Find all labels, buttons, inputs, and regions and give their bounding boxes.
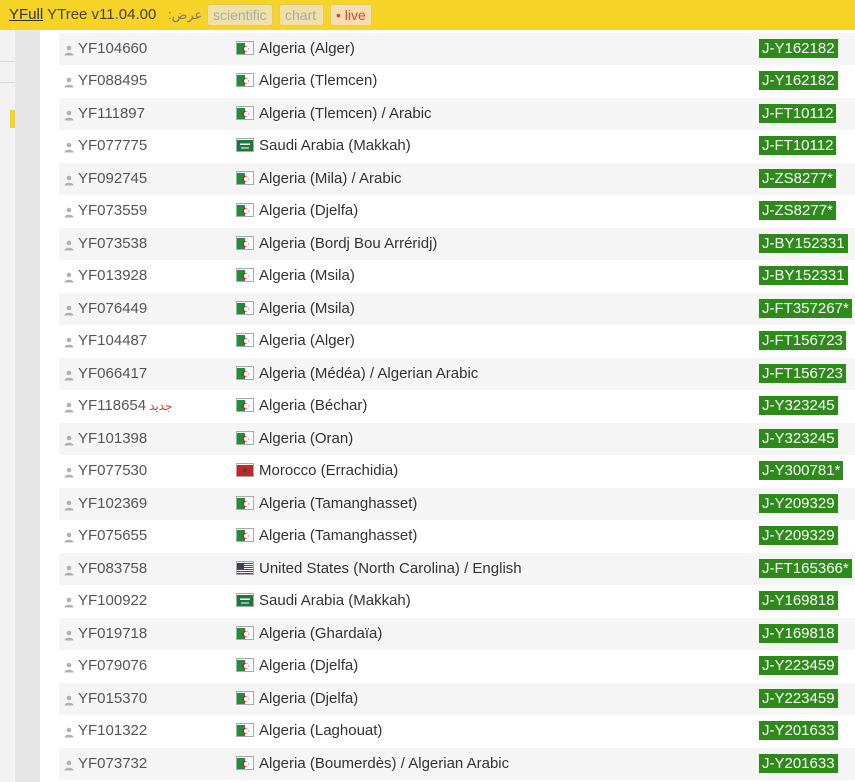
clade-badge[interactable]: J-FT156723	[759, 364, 846, 383]
clade-badge[interactable]: J-Y223459	[759, 656, 838, 675]
sample-id[interactable]: YF073538	[78, 234, 148, 252]
list-item[interactable]	[59, 33, 855, 65]
algeria-flag-icon	[236, 496, 254, 510]
sample-id[interactable]: YF104487	[78, 332, 148, 349]
person-icon	[64, 660, 74, 671]
location-label: Algeria (Tamanghasset)	[259, 527, 418, 544]
list-item[interactable]	[59, 650, 855, 682]
list-item[interactable]	[59, 293, 855, 325]
sample-id[interactable]: YF013928	[78, 267, 148, 284]
location-label: Algeria (Bordj Bou Arréridj)	[259, 234, 438, 252]
saudi-flag-icon	[236, 593, 254, 607]
sample-id[interactable]: YF111897	[78, 104, 145, 122]
person-icon	[64, 725, 74, 736]
algeria-flag-icon	[236, 171, 254, 185]
person-icon	[64, 400, 74, 411]
app-title	[9, 6, 156, 23]
usa-flag-icon	[236, 561, 254, 575]
algeria-flag-icon	[236, 73, 254, 87]
location-label: Algeria (Tlemcen) / Arabic	[259, 104, 432, 122]
left-panel-edge	[0, 30, 15, 782]
location-label: Algeria (Tamanghasset)	[259, 494, 418, 512]
clade-badge[interactable]: J-FT165366*	[759, 559, 852, 578]
list-item[interactable]	[59, 228, 855, 260]
list-item[interactable]	[59, 390, 855, 422]
algeria-flag-icon	[236, 236, 254, 250]
list-item[interactable]	[59, 618, 855, 650]
algeria-flag-icon	[236, 268, 254, 282]
person-icon	[64, 498, 74, 509]
person-icon	[64, 43, 74, 54]
ytree-version: YTree v11.04.00	[47, 6, 157, 23]
person-icon	[64, 238, 74, 249]
person-icon	[64, 108, 74, 119]
sample-id[interactable]: YF073732	[78, 754, 148, 772]
person-icon	[64, 173, 74, 184]
person-icon	[64, 465, 74, 476]
algeria-flag-icon	[236, 626, 254, 640]
left-divider	[0, 82, 15, 83]
person-icon	[64, 758, 74, 769]
morocco-flag-icon	[236, 463, 254, 477]
list-item[interactable]	[59, 130, 855, 162]
clade-badge[interactable]: J-Y169818	[759, 591, 838, 610]
clade-badge[interactable]: J-Y169818	[759, 624, 838, 643]
algeria-flag-icon	[236, 691, 254, 705]
clade-badge[interactable]: J-Y209329	[759, 494, 838, 513]
person-icon	[64, 530, 74, 541]
list-item[interactable]	[59, 163, 855, 195]
person-icon	[64, 563, 74, 574]
algeria-flag-icon	[236, 301, 254, 315]
clade-badge[interactable]: J-FT10112	[759, 104, 836, 123]
list-item[interactable]	[59, 488, 855, 520]
saudi-flag-icon	[236, 138, 254, 152]
person-icon	[64, 335, 74, 346]
clade-badge[interactable]: J-FT10112	[759, 136, 836, 155]
left-active-marker	[10, 110, 15, 128]
person-icon	[64, 368, 74, 379]
location-label: Algeria (Mila) / Arabic	[259, 169, 402, 187]
person-icon	[64, 433, 74, 444]
location-label: Algeria (Msila)	[259, 267, 355, 284]
sample-id[interactable]: YF118654 جديد	[78, 397, 173, 414]
algeria-flag-icon	[236, 106, 254, 120]
location-label: Algeria (Médéa) / Algerian Arabic	[259, 364, 479, 382]
sample-id[interactable]: YF066417	[78, 364, 148, 382]
location-label: Algeria (Ghardaïa)	[259, 624, 383, 642]
location-label: United States (North Carolina) / English	[259, 559, 522, 577]
person-icon	[64, 303, 74, 314]
sample-id[interactable]: YF101322	[78, 722, 148, 739]
list-item[interactable]	[59, 455, 855, 487]
list-item[interactable]	[59, 715, 855, 747]
location-label: Algeria (Laghouat)	[259, 722, 383, 739]
location-label: Algeria (Oran)	[259, 429, 354, 447]
sample-id[interactable]: YF092745	[78, 169, 148, 187]
new-badge: جديد	[149, 399, 173, 413]
algeria-flag-icon	[236, 398, 254, 412]
location-label: Algeria (Djelfa)	[259, 657, 359, 674]
sample-id[interactable]: YF101398	[78, 429, 148, 447]
list-item[interactable]	[59, 325, 855, 357]
person-icon	[64, 693, 74, 704]
tab-live[interactable]: • live	[330, 4, 372, 26]
clade-badge[interactable]: J-ZS8277*	[759, 169, 836, 188]
list-item[interactable]	[59, 358, 855, 390]
sample-id[interactable]: YF083758	[78, 559, 148, 577]
person-icon	[64, 75, 74, 86]
list-item[interactable]	[59, 683, 855, 715]
sample-id[interactable]: YF015370	[78, 689, 148, 707]
location-label: Algeria (Tlemcen)	[259, 72, 378, 89]
sample-id[interactable]: YF077775	[78, 137, 148, 154]
location-label: Algeria (Boumerdès) / Algerian Arabic	[259, 754, 510, 772]
algeria-flag-icon	[236, 723, 254, 737]
location-label: Algeria (Alger)	[259, 332, 355, 349]
location-label: Algeria (Djelfa)	[259, 202, 359, 219]
list-item[interactable]	[59, 260, 855, 292]
list-item[interactable]	[59, 585, 855, 617]
clade-badge[interactable]: J-FT357267*	[759, 299, 852, 318]
algeria-flag-icon	[236, 528, 254, 542]
sample-id[interactable]: YF079076	[78, 657, 148, 674]
sample-id[interactable]: YF019718	[78, 624, 148, 642]
view-label: عرض:	[168, 7, 203, 22]
list-item[interactable]	[59, 65, 855, 97]
clade-badge[interactable]: J-BY152331	[759, 266, 848, 285]
list-item[interactable]	[59, 423, 855, 455]
list-item[interactable]	[59, 553, 855, 585]
clade-badge[interactable]: J-Y223459	[759, 689, 838, 708]
location-label: Algeria (Djelfa)	[259, 689, 359, 707]
yfull-link[interactable]: YFull	[9, 6, 44, 23]
clade-badge[interactable]: J-Y162182	[759, 71, 838, 90]
person-icon	[64, 595, 74, 606]
algeria-flag-icon	[236, 333, 254, 347]
clade-badge[interactable]: J-Y209329	[759, 526, 838, 545]
sample-id[interactable]: YF076449	[78, 299, 148, 317]
sample-id[interactable]: YF075655	[78, 527, 148, 544]
sample-id[interactable]: YF100922	[78, 592, 148, 609]
person-icon	[64, 270, 74, 281]
location-label: Saudi Arabia (Makkah)	[259, 592, 411, 609]
clade-badge[interactable]: J-BY152331	[759, 234, 848, 253]
algeria-flag-icon	[236, 41, 254, 55]
left-divider	[0, 61, 15, 62]
sample-id[interactable]: YF077530	[78, 462, 148, 479]
location-label: Morocco (Errachidia)	[259, 462, 399, 479]
tab-chart[interactable]: chart	[279, 4, 324, 26]
tab-scientific[interactable]: scientific	[207, 4, 273, 26]
algeria-flag-icon	[236, 366, 254, 380]
location-label: Algeria (Msila)	[259, 299, 355, 317]
clade-badge[interactable]: J-FT156723	[759, 331, 846, 350]
algeria-flag-icon	[236, 756, 254, 770]
clade-badge[interactable]: J-Y323245	[759, 429, 838, 448]
list-item[interactable]	[59, 520, 855, 552]
clade-badge[interactable]: J-Y323245	[759, 396, 838, 415]
list-item[interactable]	[59, 748, 855, 780]
location-label: Saudi Arabia (Makkah)	[259, 137, 411, 154]
person-icon	[64, 205, 74, 216]
sample-id[interactable]: YF102369	[78, 494, 148, 512]
sample-list	[59, 0, 855, 782]
clade-badge[interactable]: J-Y162182	[759, 39, 838, 58]
list-item[interactable]	[59, 98, 855, 130]
algeria-flag-icon	[236, 431, 254, 445]
list-item[interactable]	[59, 195, 855, 227]
person-icon	[64, 628, 74, 639]
sample-id[interactable]: YF088495	[78, 72, 148, 89]
top-bar	[0, 0, 855, 30]
location-label: Algeria (Alger)	[259, 39, 355, 57]
sample-id[interactable]: YF073559	[78, 202, 148, 219]
clade-badge[interactable]: J-Y201633	[759, 754, 838, 773]
clade-badge[interactable]: J-Y300781*	[759, 461, 843, 480]
location-label: Algeria (Béchar)	[259, 397, 368, 414]
algeria-flag-icon	[236, 203, 254, 217]
clade-badge[interactable]: J-ZS8277*	[759, 201, 836, 220]
person-icon	[64, 140, 74, 151]
clade-badge[interactable]: J-Y201633	[759, 721, 838, 740]
sample-id[interactable]: YF104660	[78, 39, 148, 57]
algeria-flag-icon	[236, 658, 254, 672]
